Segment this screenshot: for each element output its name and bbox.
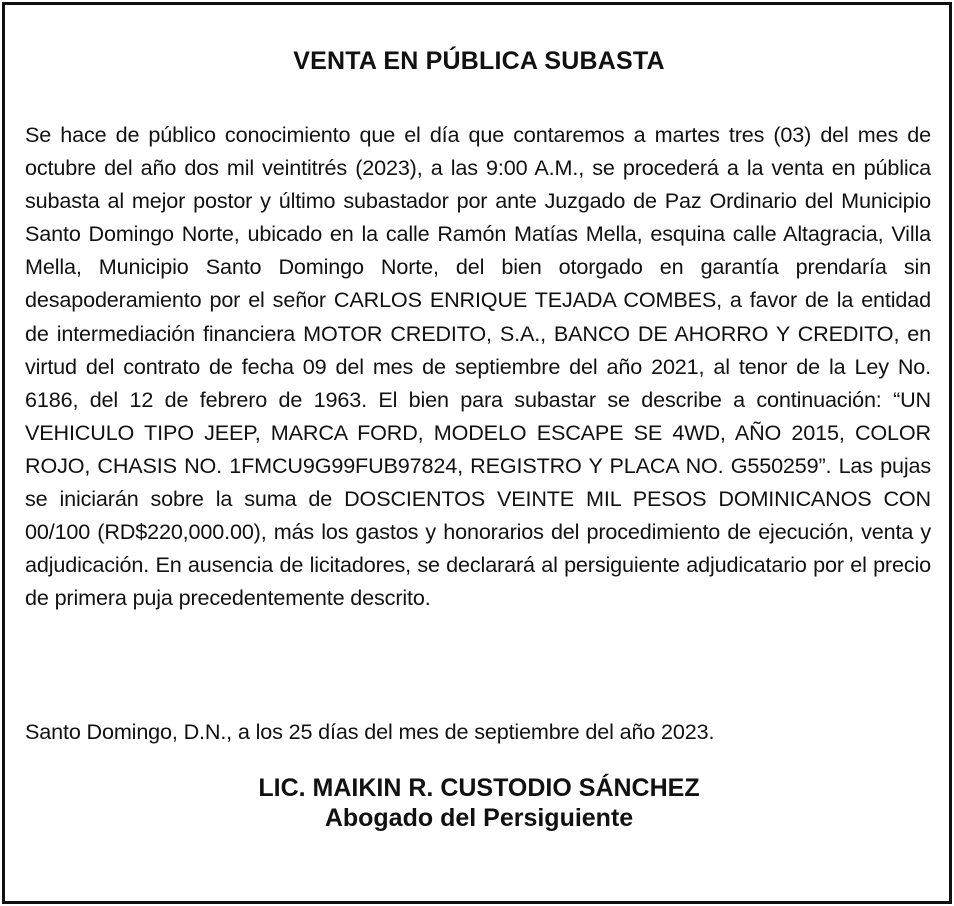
- signature-role: Abogado del Persiguiente: [324, 804, 634, 832]
- signature-block: [5, 773, 953, 833]
- notice-frame: [2, 2, 952, 904]
- notice-dateline: Santo Domingo, D.N., a los 25 días del mes de septiembre del año 2023.: [25, 719, 715, 744]
- notice-body: Se hace de público conocimiento que el día que contaremos a martes tres (03) del mes de octubre del año dos mil veintitrés (2023), a las 9:00 A.M., se procederá a la venta en pública subasta al mejor postor y último subastador por ante Juzgado de Paz Ordinario del Municipio Santo Domingo Norte, ubicado en la calle Ramón Matías Mella, esquina calle Altagracia, Villa Mella, Municipio Santo Domingo Norte, del bien otorgado en garantía prendaría sin desapoderamiento por el señor CARLOS ENRIQUE TEJADA COMBES, a favor de la entidad de intermediación financiera MOTOR CREDITO, S.A., BANCO DE AHORRO Y CREDITO, en virtud del contrato de fecha 09 del mes de septiembre del año 2021, al tenor de la Ley No. 6186, del 12 de febrero de 1963. El bien para subastar se describe a continuación: “UN VEHICULO TIPO JEEP, MARCA FORD, MODELO ESCAPE SE 4WD, AÑO 2015, COLOR ROJO, CHASIS NO. 1FMCU9G99FUB97824, REGISTRO Y PLACA NO. G550259”. Las pujas se iniciarán sobre la suma de DOSCIENTOS VEINTE MIL PESOS DOMINICANOS CON 00/100 (RD$220,000.00), más los gastos y honorarios del procedimiento de ejecución, venta y adjudicación. En ausencia de licitadores, se declarará al persiguiente adjudicatario por el precio de primera puja precedentemente descrito.: [25, 122, 931, 611]
- notice-title: VENTA EN PÚBLICA SUBASTA: [293, 47, 665, 75]
- signature-name: LIC. MAIKIN R. CUSTODIO SÁNCHEZ: [258, 774, 700, 802]
